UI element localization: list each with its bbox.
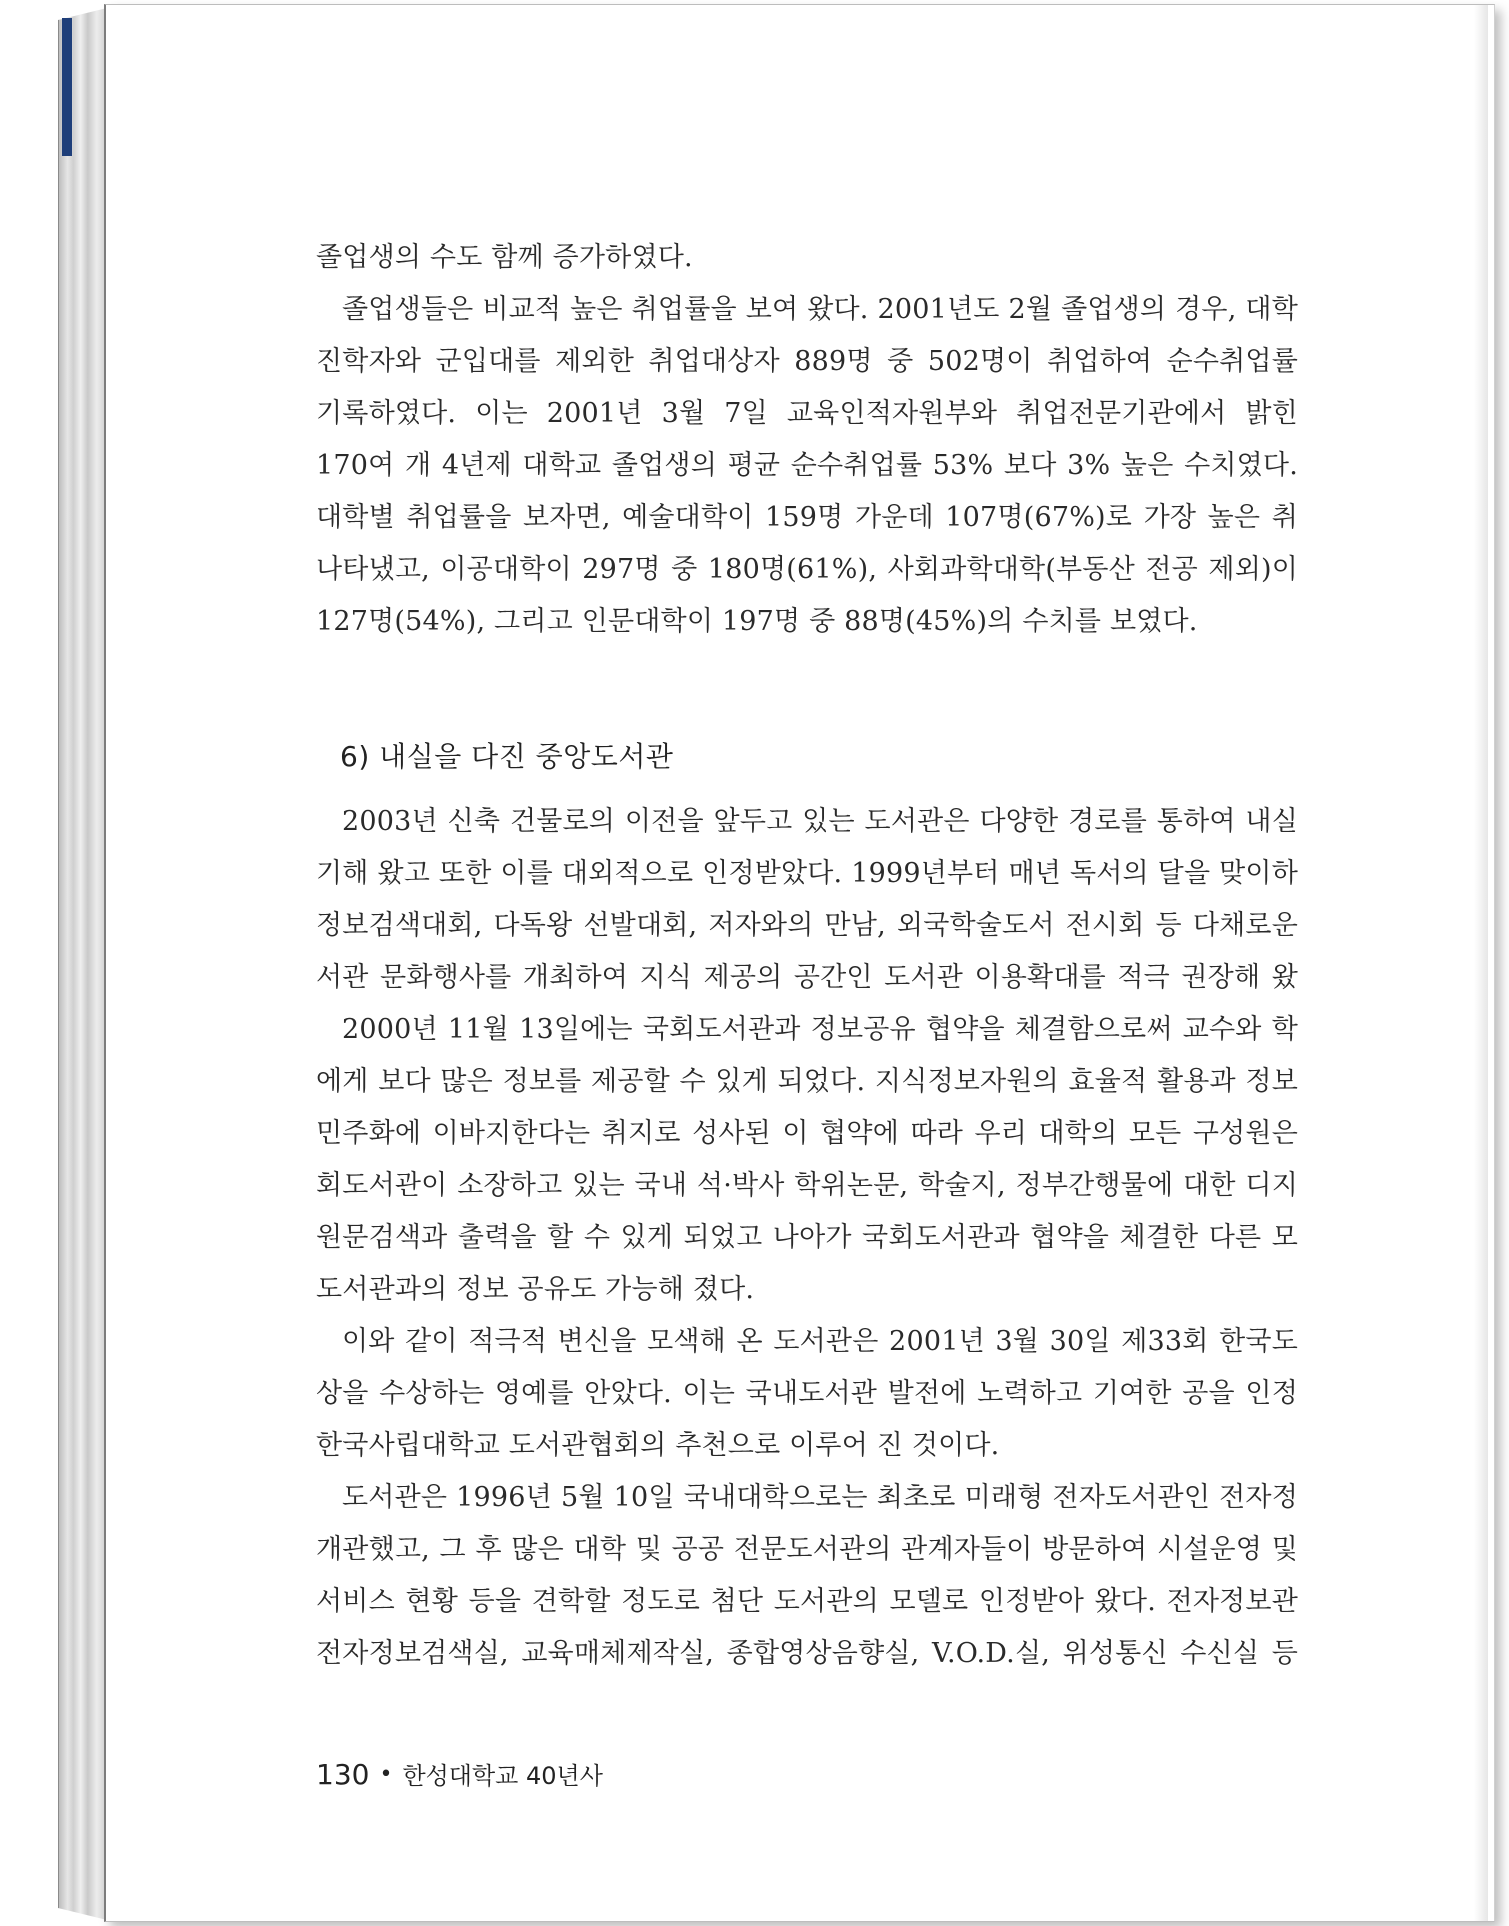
text-line: 170여 개 4년제 대학교 졸업생의 평균 순수취업률 53% 보다 3% 높은 수치였다. <box>316 450 1298 481</box>
book-title: 한성대학교 40년사 <box>402 1762 603 1790</box>
text-line: 상을 수상하는 영예를 안았다. 이는 국내도서관 발전에 노력하고 기여한 공을 인정 <box>316 1378 1298 1409</box>
text-line: 전자정보검색실, 교육매체제작실, 종합영상음향실, V.O.D.실, 위성통신 수신실 등 <box>316 1638 1298 1669</box>
page-edge-shade <box>1474 5 1488 1921</box>
text-line: 127명(54%), 그리고 인문대학이 197명 중 88명(45%)의 수치를 보였다. <box>316 606 1198 637</box>
text-line: 원문검색과 출력을 할 수 있게 되었고 나아가 국회도서관과 협약을 체결한 다른 모 <box>316 1222 1298 1253</box>
text-line: 졸업생들은 비교적 높은 취업률을 보여 왔다. 2001년도 2월 졸업생의 경우, 대학 <box>342 294 1298 325</box>
text-line: 정보검색대회, 다독왕 선발대회, 저자와의 만남, 외국학술도서 전시회 등 다채로운 <box>316 910 1298 941</box>
text-line: 진학자와 군입대를 제외한 취업대상자 889명 중 502명이 취업하여 순수취업률 <box>316 346 1298 377</box>
text-line: 서비스 현황 등을 견학할 정도로 첨단 도서관의 모델로 인정받아 왔다. 전자정보관 <box>316 1586 1298 1617</box>
text-line: 졸업생의 수도 함께 증가하였다. <box>316 242 693 273</box>
text-line: 기해 왔고 또한 이를 대외적으로 인정받았다. 1999년부터 매년 독서의 달을 맞이하 <box>316 858 1298 889</box>
text-line: 서관 문화행사를 개최하여 지식 제공의 공간인 도서관 이용확대를 적극 권장해 왔 <box>316 962 1298 993</box>
book-spine-accent <box>62 18 72 156</box>
text-line: 이와 같이 적극적 변신을 모색해 온 도서관은 2001년 3월 30일 제33회 한국도 <box>342 1326 1298 1357</box>
text-line: 개관했고, 그 후 많은 대학 및 공공 전문도서관의 관계자들이 방문하여 시설운영 및 <box>316 1534 1298 1565</box>
page-number: 130 <box>316 1758 370 1791</box>
text-line: 민주화에 이바지한다는 취지로 성사된 이 협약에 따라 우리 대학의 모든 구성원은 <box>316 1118 1298 1149</box>
page-footer <box>316 1756 603 1791</box>
text-line: 나타냈고, 이공대학이 297명 중 180명(61%), 사회과학대학(부동산 전공 제외)이 <box>316 554 1298 585</box>
top-text-block <box>316 232 1298 648</box>
book-page-edges <box>58 8 107 1920</box>
text-line: 2000년 11월 13일에는 국회도서관과 정보공유 협약을 체결함으로써 교수와 학 <box>342 1014 1298 1045</box>
text-line: 에게 보다 많은 정보를 제공할 수 있게 되었다. 지식정보자원의 효율적 활용과 정보 <box>316 1066 1298 1097</box>
text-line: 회도서관이 소장하고 있는 국내 석·박사 학위논문, 학술지, 정부간행물에 대한 디지 <box>316 1170 1298 1201</box>
text-line: 기록하였다. 이는 2001년 3월 7일 교육인적자원부와 취업전문기관에서 밝힌 <box>316 398 1298 429</box>
text-line: 도서관과의 정보 공유도 가능해 졌다. <box>316 1274 755 1305</box>
section-heading: 6) 내실을 다진 중앙도서관 <box>340 740 674 773</box>
text-line: 한국사립대학교 도서관협회의 추천으로 이루어 진 것이다. <box>316 1430 1000 1461</box>
text-line: 2003년 신축 건물로의 이전을 앞두고 있는 도서관은 다양한 경로를 통하여 내실 <box>342 806 1298 837</box>
bottom-text-block <box>316 796 1298 1680</box>
text-line: 대학별 취업률을 보자면, 예술대학이 159명 가운데 107명(67%)로 가장 높은 취 <box>316 502 1298 533</box>
footer-separator: • <box>379 1762 393 1787</box>
text-line: 도서관은 1996년 5월 10일 국내대학으로는 최초로 미래형 전자도서관인 전자정 <box>342 1482 1298 1513</box>
